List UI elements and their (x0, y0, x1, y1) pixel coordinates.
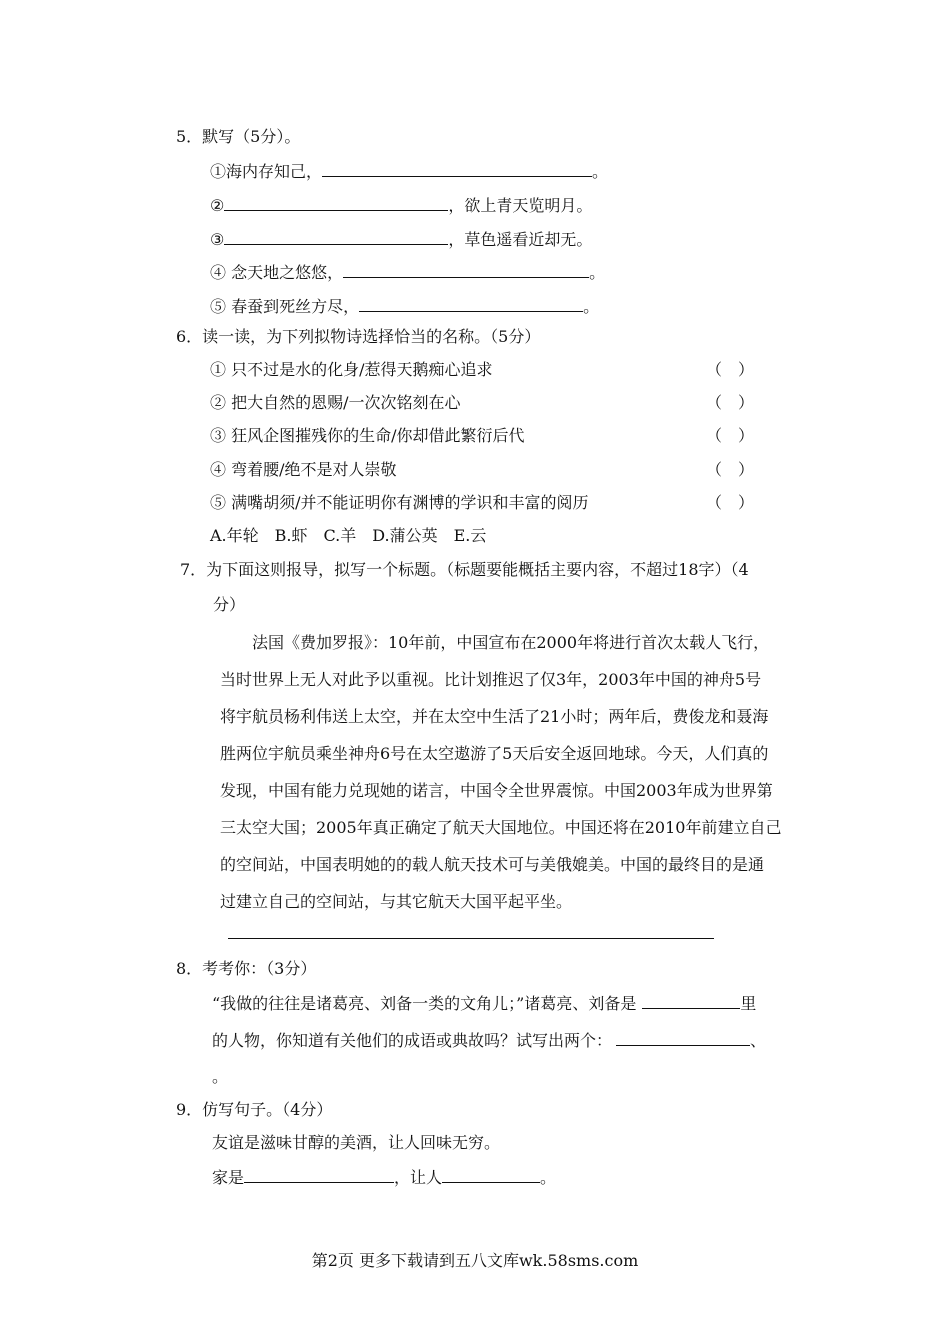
q6-answer-2[interactable]: （ ） (706, 393, 755, 412)
q7-passage-line: 胜两位宇航员乘坐神舟6号在太空遨游了5天后安全返回地球。今天，人们真的 (220, 744, 769, 763)
q8-blank-2[interactable] (616, 1029, 750, 1046)
page-footer: 第2页 更多下载请到五八文库wk.58sms.com (311, 1251, 639, 1270)
q5-item-2-end: ，欲上青天览明月。 (448, 196, 593, 215)
q7-answer-line[interactable] (228, 938, 714, 939)
q6-item-4: ④ 弯着腰/绝不是对人崇敬 (210, 460, 397, 479)
q5-item-1 (210, 160, 608, 183)
q5-blank-5[interactable] (359, 295, 583, 312)
q5-item-3 (210, 228, 592, 251)
q7-passage-line: 三太空大国；2005年真正确定了航天大国地位。中国还将在2010年前建立自己 (220, 818, 782, 837)
q6-answer-1[interactable]: （ ） (706, 360, 755, 379)
q8-line-2-text: 的人物，你知道有关他们的成语或典故吗？试写出两个： (212, 1031, 613, 1050)
q6-item-1: ① 只不过是水的化身/惹得天鹅痴心追求 (210, 360, 493, 379)
q9-title: 9．仿写句子。（4分） (176, 1100, 333, 1119)
q7-title-cont: 分） (213, 595, 246, 614)
q5-blank-1[interactable] (322, 160, 592, 177)
q8-line-1-end: 里 (740, 994, 757, 1013)
q7-passage-line: 发现，中国有能力兑现她的诺言，中国令全世界震惊。中国2003年成为世界第 (220, 781, 773, 800)
q5-item-1-text: ①海内存知己， (210, 162, 323, 181)
q5-title: 5．默写（5分）。 (176, 127, 301, 146)
q5-item-3-text: ③ (210, 230, 225, 249)
q9-example: 友谊是滋味甘醇的美酒，让人回味无穷。 (212, 1133, 501, 1152)
q8-title: 8．考考你：（3分） (176, 959, 317, 978)
q6-item-2: ② 把大自然的恩赐/一次次铭刻在心 (210, 393, 461, 412)
q8-line-3: 。 (212, 1067, 229, 1086)
q6-answer-4[interactable]: （ ） (706, 460, 755, 479)
q5-item-5-end: 。 (583, 297, 600, 316)
q7-passage-line: 当时世界上无人对此予以重视。比计划推迟了仅3年，2003年中国的神舟5号 (220, 670, 762, 689)
q6-title: 6．读一读，为下列拟物诗选择恰当的名称。（5分） (176, 327, 541, 346)
q5-blank-3[interactable] (224, 228, 448, 245)
q7-title: 7．为下面这则报导，拟写一个标题。（标题要能概括主要内容，不超过18字）（4 (180, 560, 749, 579)
q8-line-1-text: “我做的往往是诸葛亮、刘备一类的文角儿；”诸葛亮、刘备是 (212, 994, 637, 1013)
q8-line-2-end: 、 (750, 1031, 767, 1050)
q5-item-4 (210, 261, 605, 284)
q9-blank-2[interactable] (442, 1166, 540, 1183)
q8-line-1 (212, 992, 756, 1015)
q5-item-5-text: ⑤ 春蚕到死丝方尽， (210, 297, 360, 316)
q6-item-5: ⑤ 满嘴胡须/并不能证明你有渊博的学识和丰富的阅历 (210, 493, 589, 512)
q5-item-1-end: 。 (592, 162, 609, 181)
q5-item-4-end: 。 (589, 263, 606, 282)
q7-passage-line: 法国《费加罗报》：10年前，中国宣布在2000年将进行首次太载人飞行， (220, 633, 770, 652)
q7-passage-line: 将宇航员杨利伟送上太空，并在太空中生活了21小时；两年后，费俊龙和聂海 (220, 707, 769, 726)
q5-item-3-end: ，草色遥看近却无。 (448, 230, 593, 249)
q6-answer-3[interactable]: （ ） (706, 426, 755, 445)
q9-line-end: 。 (540, 1168, 557, 1187)
q7-passage-line: 的空间站，中国表明她的的载人航天技术可与美俄媲美。中国的最终目的是通 (220, 855, 765, 874)
q5-blank-2[interactable] (224, 194, 448, 211)
q6-options: A.年轮 B.虾 C.羊 D.蒲公英 E.云 (210, 526, 487, 545)
q5-item-2-text: ② (210, 196, 225, 215)
q5-item-2 (210, 194, 592, 217)
q7-passage-line: 过建立自己的空间站，与其它航天大国平起平坐。 (220, 892, 573, 911)
q8-line-2 (212, 1029, 766, 1052)
q7-passage (220, 624, 820, 920)
q6-item-3: ③ 狂风企图摧残你的生命/你却借此繁衍后代 (210, 426, 525, 445)
q5-blank-4[interactable] (343, 261, 589, 278)
q9-blank-1[interactable] (244, 1166, 394, 1183)
q6-answer-5[interactable]: （ ） (706, 493, 755, 512)
q9-line-text: 家是 (212, 1168, 245, 1187)
q8-blank-1[interactable] (642, 992, 740, 1009)
q9-answer-line (212, 1166, 556, 1189)
q9-line-mid: ，让人 (394, 1168, 443, 1187)
q5-item-5 (210, 295, 599, 318)
q5-item-4-text: ④ 念天地之悠悠， (210, 263, 344, 282)
